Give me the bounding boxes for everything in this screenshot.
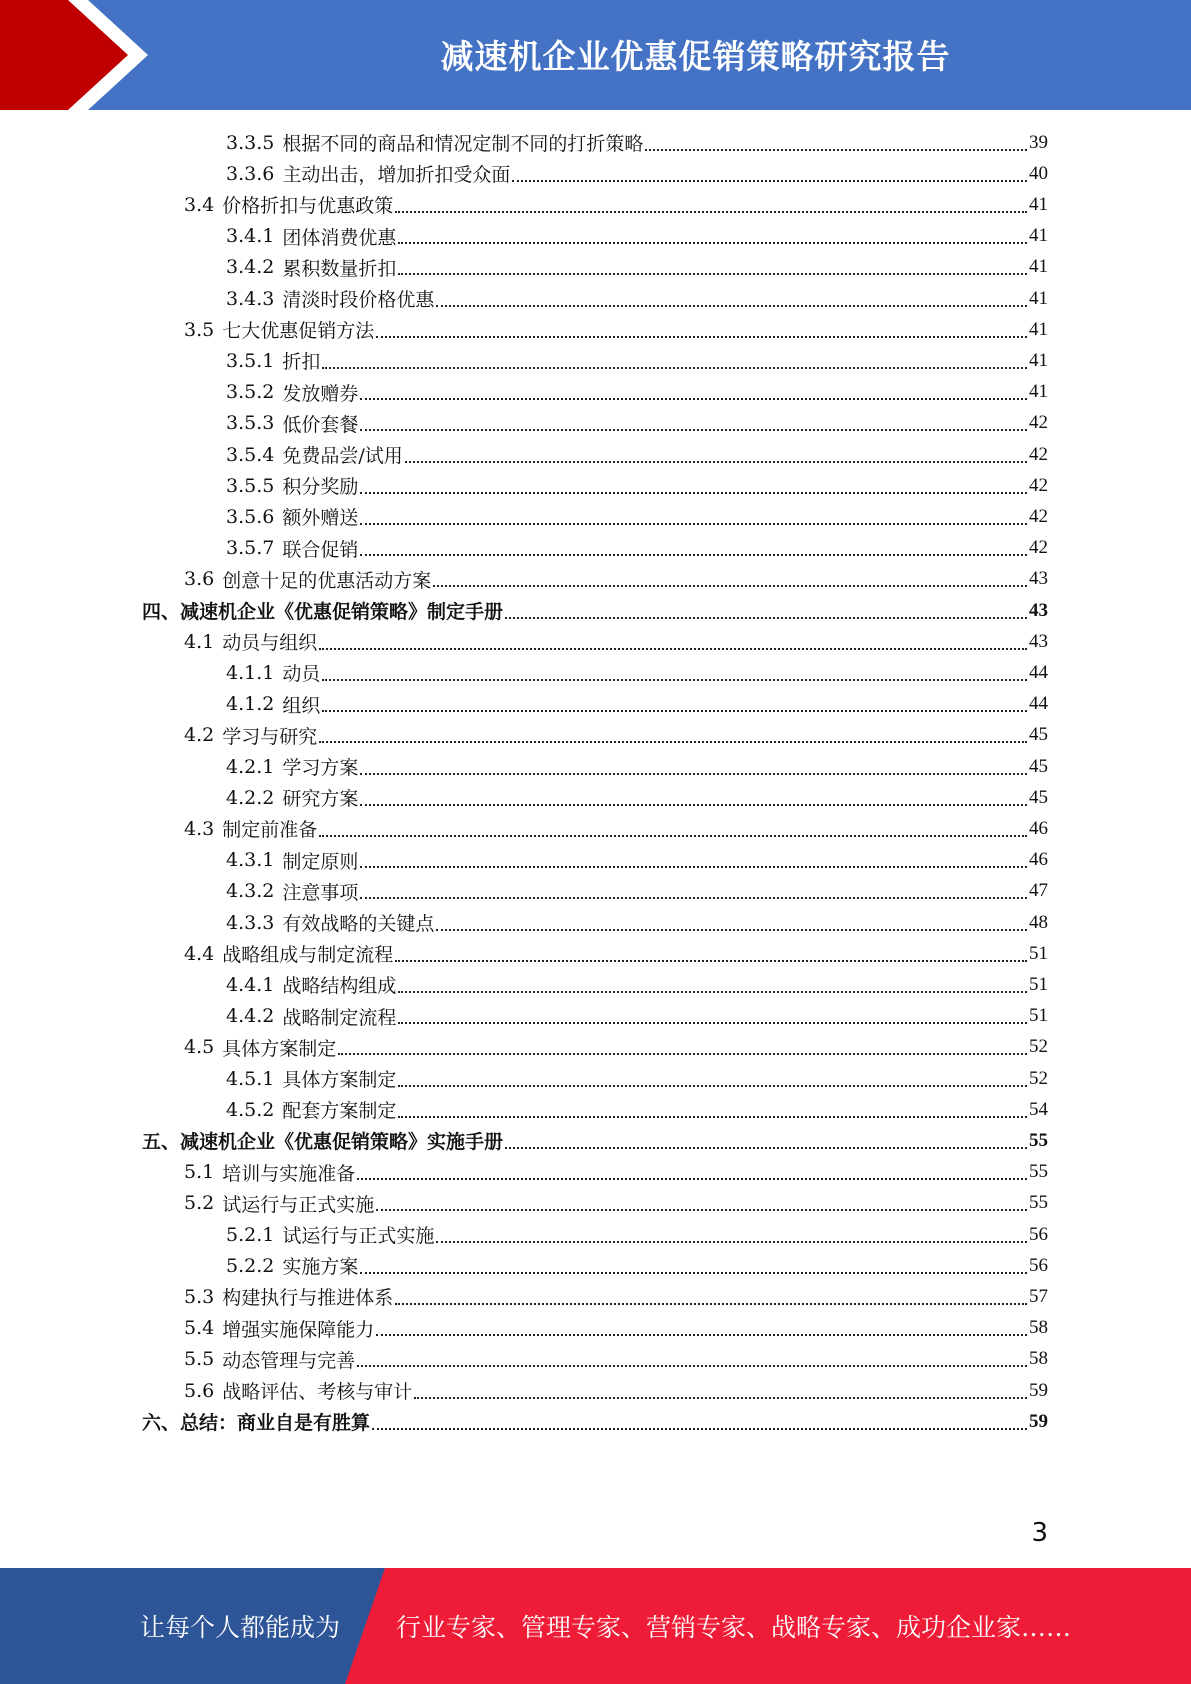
footer-slogan-right: 行业专家、管理专家、营销专家、战略专家、成功企业家…… (396, 1613, 1072, 1642)
toc-entry-page: 41 (1029, 256, 1048, 278)
toc-entry-title: 培训与实施准备 (222, 1162, 356, 1185)
toc-dot-leader (360, 429, 1027, 431)
page-footer (0, 1568, 1191, 1684)
toc-entry-page: 54 (1029, 1098, 1048, 1120)
toc-entry-page: 41 (1029, 225, 1048, 247)
toc-entry[interactable] (184, 1375, 1048, 1406)
toc-entry-number: 3.6 (184, 568, 215, 591)
toc-entry-title: 研究方案 (282, 788, 359, 811)
toc-dot-leader (436, 305, 1027, 307)
toc-entry-page: 59 (1029, 1379, 1048, 1401)
toc-entry-number: 3.4.2 (226, 256, 275, 279)
toc-entry-title: 累积数量折扣 (282, 257, 397, 280)
toc-entry-title: 六、总结：商业自是有胜算 (142, 1412, 371, 1435)
toc-dot-leader (433, 585, 1027, 587)
toc-entry[interactable] (226, 876, 1048, 907)
toc-entry-number: 4.4 (184, 942, 215, 965)
toc-entry[interactable] (184, 720, 1048, 751)
toc-entry-number: 3.5.7 (226, 537, 275, 560)
toc-entry-title: 组织 (282, 694, 321, 717)
toc-entry[interactable] (184, 1157, 1048, 1188)
toc-entry-number: 3.5.2 (226, 381, 275, 404)
toc-entry-page: 42 (1029, 443, 1048, 465)
toc-entry[interactable] (226, 1063, 1048, 1094)
toc-entry[interactable] (226, 689, 1048, 720)
toc-entry-number: 5.6 (184, 1379, 215, 1402)
toc-entry-title: 战略评估、考核与审计 (222, 1381, 413, 1403)
toc-entry-page: 44 (1029, 661, 1048, 683)
toc-entry-number: 4.5 (184, 1036, 215, 1059)
toc-entry-page: 51 (1029, 973, 1048, 995)
toc-entry-title: 七大优惠促销方法 (222, 320, 375, 343)
toc-dot-leader (360, 897, 1027, 899)
toc-entry-number: 4.2.2 (226, 786, 275, 809)
toc-entry-page: 45 (1029, 755, 1048, 777)
toc-dot-leader (395, 960, 1027, 962)
toc-entry-title: 注意事项 (282, 881, 359, 904)
toc-entry[interactable] (226, 1250, 1048, 1281)
toc-entry-number: 3.5.5 (226, 474, 275, 497)
toc-entry-title: 动员 (282, 663, 321, 686)
document-title: 减速机企业优惠促销策略研究报告 (440, 36, 951, 76)
toc-entry-title: 联合促销 (282, 538, 359, 561)
toc-entry[interactable] (142, 595, 1048, 626)
toc-entry-page: 39 (1029, 131, 1048, 153)
toc-entry-title: 根据不同的商品和情况定制不同的打折策略 (282, 133, 644, 155)
toc-entry-page: 48 (1029, 911, 1048, 933)
toc-entry-title: 折扣 (282, 351, 321, 374)
toc-entry[interactable] (226, 1001, 1048, 1032)
toc-entry-title: 价格折扣与优惠政策 (222, 195, 394, 218)
toc-entry[interactable] (226, 782, 1048, 813)
footer-slogan-left: 让每个人都能成为 (140, 1613, 341, 1642)
toc-entry-page: 58 (1029, 1348, 1048, 1370)
toc-dot-leader (360, 866, 1027, 868)
toc-entry-number: 5.3 (184, 1285, 215, 1308)
toc-entry-number: 3.3.6 (226, 162, 275, 185)
toc-entry[interactable] (184, 1188, 1048, 1219)
toc-entry-page: 56 (1029, 1223, 1048, 1245)
toc-entry-title: 额外赠送 (282, 507, 359, 530)
toc-entry-title: 配套方案制定 (282, 1100, 397, 1123)
toc-dot-leader (398, 1116, 1027, 1118)
toc-entry-page: 57 (1029, 1285, 1048, 1307)
toc-entry-title: 学习与研究 (222, 725, 318, 748)
toc-entry-title: 四、减速机企业《优惠促销策略》制定手册 (142, 601, 504, 623)
toc-entry-title: 发放赠券 (282, 382, 359, 405)
toc-dot-leader (376, 336, 1027, 338)
toc-entry-number: 4.1 (184, 630, 215, 653)
toc-entry[interactable] (226, 439, 1048, 470)
toc-entry-number: 3.5.3 (226, 412, 275, 435)
toc-entry-page: 45 (1029, 724, 1048, 746)
toc-entry-page: 58 (1029, 1317, 1048, 1339)
toc-entry[interactable] (184, 189, 1048, 220)
toc-entry-page: 51 (1029, 942, 1048, 964)
toc-entry[interactable] (184, 626, 1048, 657)
toc-dot-leader (398, 273, 1027, 275)
toc-dot-leader (372, 1428, 1027, 1430)
toc-dot-leader (360, 1272, 1027, 1274)
toc-entry-number: 5.2.1 (226, 1223, 275, 1246)
toc-entry-number: 3.5 (184, 318, 215, 341)
toc-entry-title: 学习方案 (282, 757, 359, 779)
toc-entry-page: 41 (1029, 287, 1048, 309)
toc-dot-leader (376, 1334, 1027, 1336)
toc-entry-title: 实施方案 (282, 1256, 359, 1279)
toc-entry-number: 5.5 (184, 1348, 215, 1371)
toc-entry[interactable] (226, 501, 1048, 532)
toc-entry-page: 55 (1029, 1129, 1048, 1151)
toc-entry-number: 5.4 (184, 1317, 215, 1340)
toc-entry-number: 4.2.1 (226, 755, 275, 778)
toc-entry[interactable] (226, 751, 1048, 782)
toc-dot-leader (319, 648, 1027, 650)
toc-entry-page: 47 (1029, 880, 1048, 902)
toc-entry[interactable] (226, 221, 1048, 252)
toc-entry-page: 42 (1029, 505, 1048, 527)
toc-entry-number: 5.2 (184, 1192, 215, 1215)
toc-dot-leader (405, 461, 1027, 463)
toc-entry-number: 4.3.2 (226, 880, 275, 903)
toc-entry-page: 59 (1029, 1410, 1048, 1432)
toc-entry-number: 4.4.1 (226, 973, 275, 996)
toc-entry-number: 3.5.1 (226, 349, 275, 372)
toc-entry[interactable] (226, 252, 1048, 283)
toc-entry[interactable] (226, 657, 1048, 688)
toc-entry[interactable] (184, 1281, 1048, 1312)
toc-dot-leader (322, 367, 1027, 369)
toc-entry[interactable] (184, 1344, 1048, 1375)
toc-entry-page: 40 (1029, 162, 1048, 184)
toc-entry-number: 3.5.4 (226, 443, 275, 466)
toc-entry-page: 42 (1029, 537, 1048, 559)
toc-dot-leader (395, 211, 1027, 213)
header-arrow-decoration (0, 0, 220, 110)
toc-entry-page: 42 (1029, 412, 1048, 434)
toc-dot-leader (414, 1397, 1027, 1399)
toc-entry[interactable] (142, 1125, 1048, 1156)
toc-entry-page: 45 (1029, 786, 1048, 808)
toc-entry[interactable] (226, 470, 1048, 501)
toc-entry-number: 5.1 (184, 1161, 215, 1184)
toc-entry-number: 4.5.2 (226, 1098, 275, 1121)
toc-entry-number: 3.3.5 (226, 131, 275, 154)
toc-entry[interactable] (184, 1313, 1048, 1344)
toc-entry-number: 3.4.1 (226, 225, 275, 248)
toc-entry[interactable] (184, 564, 1048, 595)
toc-entry[interactable] (184, 1032, 1048, 1063)
toc-entry-number: 4.3.1 (226, 849, 275, 872)
toc-entry-title: 战略制定流程 (282, 1006, 397, 1029)
toc-entry-title: 低价套餐 (282, 413, 359, 436)
toc-dot-leader (360, 398, 1027, 400)
toc-dot-leader (360, 773, 1027, 775)
toc-entry[interactable] (226, 158, 1048, 189)
toc-entry-page: 44 (1029, 693, 1048, 715)
toc-entry[interactable] (226, 533, 1048, 564)
toc-dot-leader (319, 741, 1027, 743)
toc-entry-page: 52 (1029, 1067, 1048, 1089)
toc-dot-leader (360, 804, 1027, 806)
toc-entry-title: 具体方案制定 (222, 1037, 337, 1060)
toc-dot-leader (645, 149, 1027, 151)
toc-entry[interactable] (226, 408, 1048, 439)
toc-entry[interactable] (226, 1219, 1048, 1250)
toc-entry-number: 4.2 (184, 724, 215, 747)
toc-entry[interactable] (226, 283, 1048, 314)
toc-entry[interactable] (226, 907, 1048, 938)
toc-entry[interactable] (226, 845, 1048, 876)
toc-dot-leader (398, 1085, 1027, 1087)
toc-dot-leader (319, 835, 1027, 837)
page-header (0, 0, 1191, 110)
toc-entry-page: 55 (1029, 1192, 1048, 1214)
toc-entry-number: 4.1.1 (226, 661, 275, 684)
toc-entry-title: 战略结构组成 (282, 975, 397, 998)
toc-dot-leader (436, 1241, 1027, 1243)
page-number: 3 (1031, 1518, 1048, 1548)
toc-dot-leader (360, 492, 1027, 494)
toc-entry-title: 动态管理与完善 (222, 1349, 356, 1372)
toc-entry-title: 团体消费优惠 (282, 226, 397, 249)
toc-entry[interactable] (226, 1094, 1048, 1125)
toc-entry-page: 41 (1029, 193, 1048, 215)
toc-dot-leader (338, 1053, 1027, 1055)
toc-dot-leader (395, 1303, 1027, 1305)
toc-entry-number: 4.3 (184, 817, 215, 840)
toc-entry-number: 3.5.6 (226, 505, 275, 528)
toc-entry-page: 51 (1029, 1005, 1048, 1027)
toc-entry-title: 动员与组织 (222, 632, 318, 655)
toc-entry-page: 55 (1029, 1161, 1048, 1183)
toc-entry-page: 41 (1029, 349, 1048, 371)
toc-entry-number: 5.2.2 (226, 1254, 275, 1277)
toc-dot-leader (357, 1365, 1027, 1367)
toc-entry-title: 制定原则 (282, 850, 359, 873)
toc-entry-title: 免费品尝/试用 (282, 445, 403, 467)
toc-entry[interactable] (226, 127, 1048, 158)
toc-entry[interactable] (184, 314, 1048, 345)
toc-entry-title: 具体方案制定 (282, 1069, 397, 1091)
toc-entry-title: 战略组成与制定流程 (222, 944, 394, 967)
toc-dot-leader (360, 523, 1027, 525)
toc-dot-leader (505, 1147, 1027, 1149)
toc-entry-title: 积分奖励 (282, 476, 359, 499)
toc-entry-page: 46 (1029, 849, 1048, 871)
toc-entry-title: 有效战略的关键点 (282, 913, 435, 935)
toc-entry-page: 43 (1029, 630, 1048, 652)
toc-dot-leader (322, 710, 1027, 712)
toc-entry-number: 4.1.2 (226, 693, 275, 716)
toc-entry[interactable] (226, 969, 1048, 1000)
toc-entry[interactable] (184, 813, 1048, 844)
toc-entry-title: 增强实施保障能力 (222, 1318, 375, 1341)
toc-entry-number: 4.5.1 (226, 1067, 275, 1090)
toc-entry-page: 43 (1029, 599, 1048, 621)
toc-entry-page: 46 (1029, 817, 1048, 839)
toc-dot-leader (398, 1022, 1027, 1024)
toc-entry-page: 42 (1029, 474, 1048, 496)
toc-entry-page: 41 (1029, 381, 1048, 403)
toc-entry[interactable] (142, 1406, 1048, 1437)
toc-entry-number: 4.3.3 (226, 911, 275, 934)
toc-entry[interactable] (226, 345, 1048, 376)
toc-entry[interactable] (184, 938, 1048, 969)
toc-entry-page: 41 (1029, 318, 1048, 340)
toc-entry-title: 主动出击，增加折扣受众面 (282, 164, 511, 187)
toc-dot-leader (322, 679, 1027, 681)
toc-entry-title: 试运行与正式实施 (222, 1193, 375, 1216)
toc-entry-number: 3.4 (184, 193, 215, 216)
toc-dot-leader (505, 617, 1027, 619)
toc-entry-page: 43 (1029, 568, 1048, 590)
toc-entry-number: 4.4.2 (226, 1005, 275, 1028)
toc-dot-leader (360, 554, 1027, 556)
toc-entry-title: 构建执行与推进体系 (222, 1287, 394, 1310)
toc-entry-title: 清淡时段价格优惠 (282, 289, 435, 311)
toc-entry-title: 五、减速机企业《优惠促销策略》实施手册 (142, 1131, 504, 1154)
toc-entry-number: 3.4.3 (226, 287, 275, 310)
toc-entry-page: 56 (1029, 1254, 1048, 1276)
toc-dot-leader (376, 1209, 1027, 1211)
toc-entry[interactable] (226, 377, 1048, 408)
toc-dot-leader (398, 991, 1027, 993)
toc-dot-leader (357, 1178, 1027, 1180)
toc-entry-page: 52 (1029, 1036, 1048, 1058)
toc-entry-title: 创意十足的优惠活动方案 (222, 569, 432, 592)
toc-entry-title: 试运行与正式实施 (282, 1225, 435, 1247)
toc-dot-leader (398, 242, 1027, 244)
toc-entry-title: 制定前准备 (222, 819, 318, 842)
toc-dot-leader (512, 180, 1027, 182)
toc-dot-leader (436, 929, 1027, 931)
